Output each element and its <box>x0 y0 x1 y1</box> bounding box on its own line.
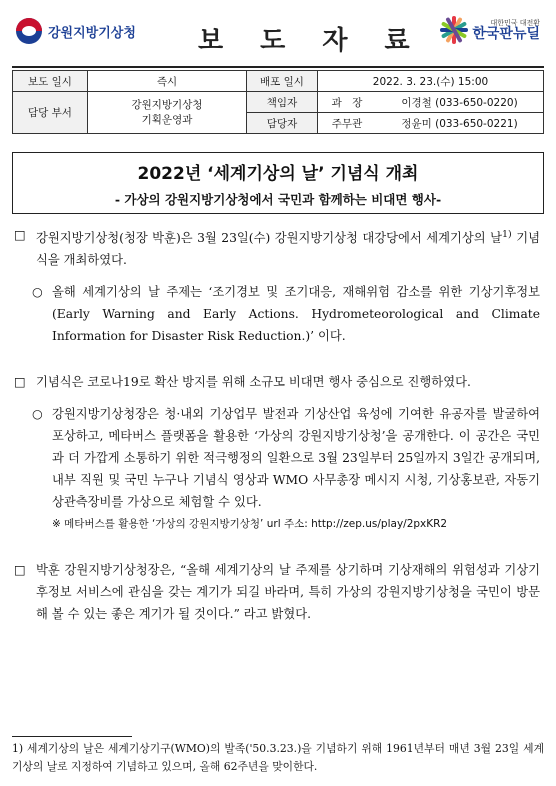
footnote-divider <box>12 736 132 737</box>
headline-subtitle: - 가상의 강원지방기상청에서 국민과 함께하는 비대면 행사- <box>114 192 442 207</box>
resp-label: 책임자 <box>247 92 318 113</box>
release-info-table <box>12 70 544 134</box>
footnote: 1) 세계기상의 날은 세계기상기구(WMO)의 발족('50.3.23.)을 기념하기 위해 1961년부터 매년 3월 23일 세계기상의 날로 지정하여 기념하고 있으며, 올해 62주년을 맞이한다. <box>12 742 544 773</box>
dept-value-line2: 기획운영과 <box>141 113 193 126</box>
new-deal-burst-icon <box>440 16 468 44</box>
staff-role: 주무관 <box>318 113 377 134</box>
metaverse-url-note: ※ 메타버스를 활용한 ‘가상의 강원지방기상청’ url 주소: http://zep.us/play/2pxKR2 <box>52 518 448 531</box>
release-value: 즉시 <box>88 71 247 92</box>
taegeuk-emblem-icon <box>16 18 42 44</box>
new-deal-subtitle: 대한민국 대전환 <box>490 18 540 27</box>
headline-box <box>12 152 544 214</box>
resp-role: 과 장 <box>318 92 377 113</box>
paragraph-2-sub <box>14 403 540 513</box>
staff-contact: 정윤미 (033-650-0221) <box>376 113 544 134</box>
document-type-title: 보 도 자 료 <box>198 26 424 56</box>
paragraph-1-text: 강원지방기상청(청장 박훈)은 3월 23일(수) 강원지방기상청 대강당에서 세계기상의 날 <box>36 231 502 246</box>
new-deal-title: 한국판뉴딜 <box>472 25 540 42</box>
box-bullet: □ <box>14 375 26 390</box>
circle-bullet: ○ <box>32 407 43 422</box>
org-logo <box>16 18 136 44</box>
org-name: 강원지방기상청 <box>48 25 136 41</box>
paragraph-1-sub-text: 올해 세계기상의 날 주제는 ‘조기경보 및 조기대응, 재해위험 감소를 위한 기상기후정보(Early Warning and Early Actions. Hydrometeorological and Climate Information for Disaster Risk Reduction.)’ 이다. <box>52 285 540 344</box>
resp-contact: 이경철 (033-650-0220) <box>376 92 544 113</box>
box-bullet: □ <box>14 228 26 242</box>
header-divider <box>12 66 544 68</box>
dept-value <box>88 92 247 134</box>
paragraph-3-text: 박훈 강원지방기상청장은, “올해 세계기상의 날 주제를 상기하며 기상재해의 위험성과 기상기후정보 서비스에 관심을 갖는 계기가 되길 바라며, 특히 가상의 강원지방기상청을 국민이 방문해 볼 수 있는 좋은 계기가 될 것이다.” 라고 밝혔다. <box>36 563 540 622</box>
headline-title: 2022년 ‘세계기상의 날’ 기념식 개최 <box>137 164 419 184</box>
korean-new-deal-logo <box>440 16 540 44</box>
paragraph-1 <box>14 224 540 271</box>
document-header <box>12 10 544 62</box>
dist-label: 배포 일시 <box>247 71 318 92</box>
staff-label: 담당자 <box>247 113 318 134</box>
release-label: 보도 일시 <box>13 71 88 92</box>
dist-value: 2022. 3. 23.(수) 15:00 <box>318 71 544 92</box>
paragraph-1-end: 기념식을 개최하였다. <box>36 231 540 268</box>
paragraph-2-text: 기념식은 코로나19로 확산 방지를 위해 소규모 비대면 행사 중심으로 진행하였다. <box>36 375 471 390</box>
paragraph-2 <box>14 371 540 393</box>
dept-value-line1: 강원지방기상청 <box>131 98 203 111</box>
box-bullet: □ <box>14 563 26 578</box>
paragraph-3 <box>14 559 540 625</box>
circle-bullet: ○ <box>32 285 43 300</box>
paragraph-1-sub <box>14 281 540 347</box>
dept-label: 담당 부서 <box>13 92 88 134</box>
press-body <box>14 224 540 625</box>
paragraph-2-sub-text: 강원지방기상청장은 청·내외 기상업무 발전과 기상산업 육성에 기여한 유공자를 발굴하여 포상하고, 메타버스 플랫폼을 활용한 ‘가상의 강원지방기상청’을 공개한다. 이 공간은 국민과 더 가깝게 소통하기 위한 적극행정의 일환으로 3월 23일부터 25일까지 3일간 공개되며, 내부 직원 및 국민 누구나 기념식 영상과 WMO 사무총장 메시지 시청, 기상홍보관, 자동기상관측장비를 가상으로 체험할 수 있다. <box>52 407 540 510</box>
footnote-ref: 1) <box>502 229 512 240</box>
